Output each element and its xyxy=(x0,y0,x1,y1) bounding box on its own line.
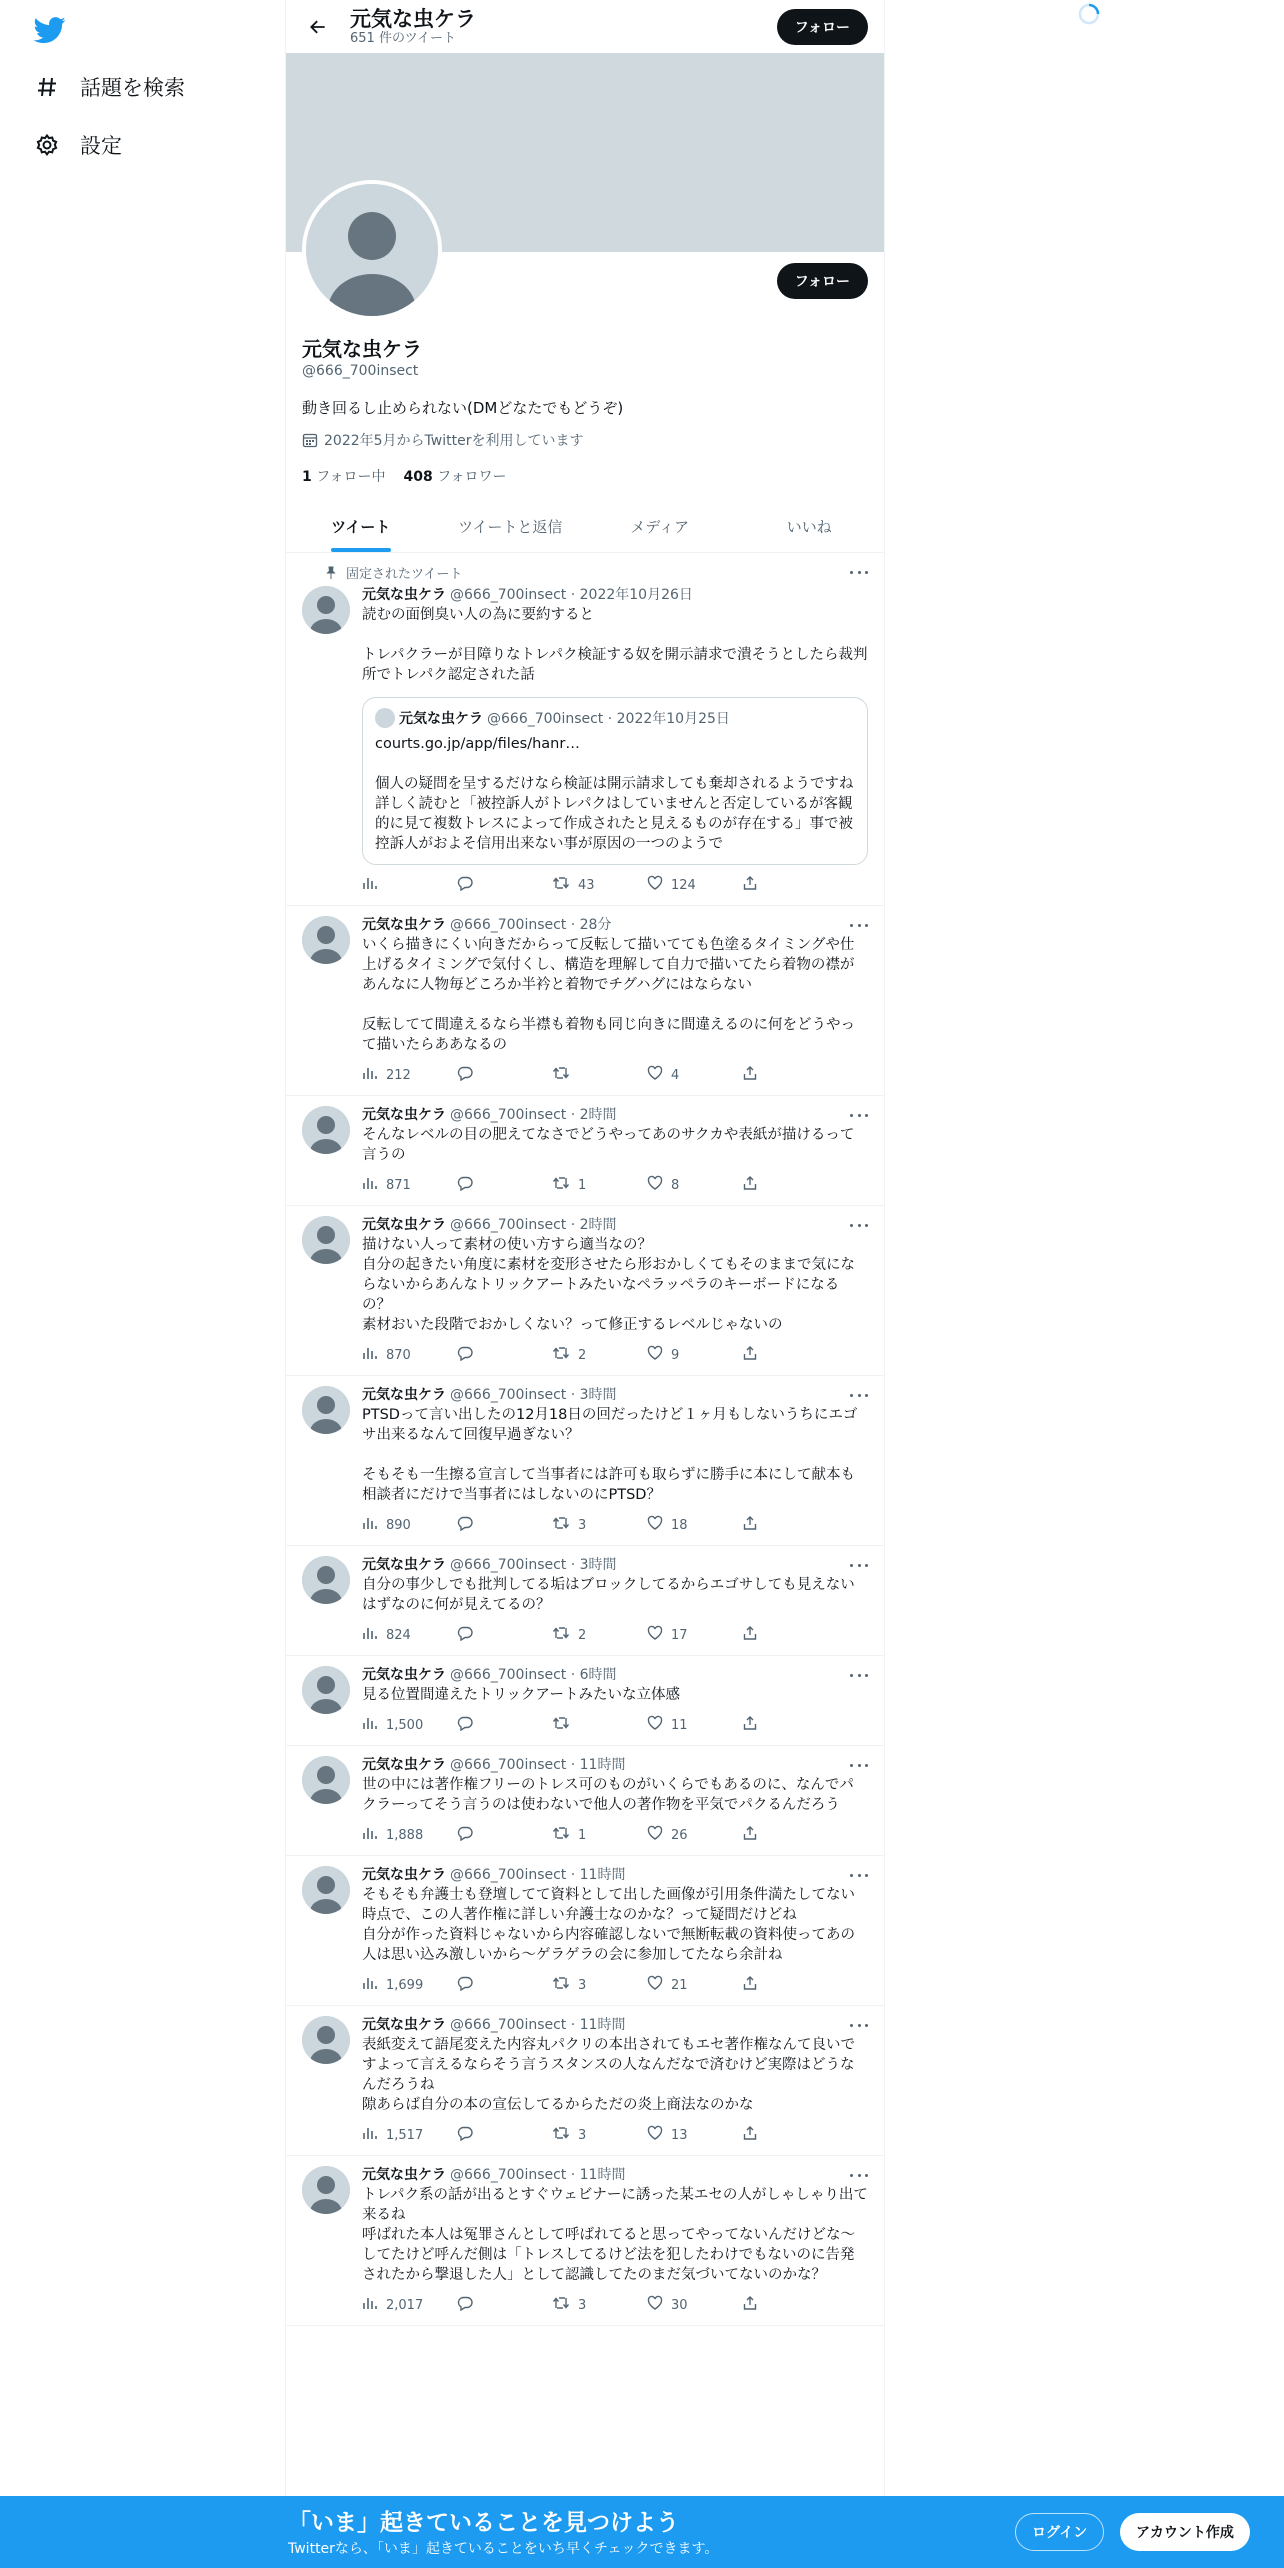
tweet-meta[interactable]: @666_700insect · 3時間 xyxy=(450,1387,617,1403)
profile-tabs xyxy=(286,500,884,553)
retweet-button[interactable] xyxy=(552,1975,647,1995)
more-options-icon[interactable] xyxy=(850,1758,868,1772)
views-count: 2,017 xyxy=(386,2297,424,2313)
retweet-count: 3 xyxy=(578,2297,587,2313)
like-button[interactable] xyxy=(647,1175,742,1195)
views-button[interactable] xyxy=(362,1515,457,1535)
tweet-author-name[interactable]: 元気な虫ケラ xyxy=(362,1217,446,1233)
tab-likes[interactable]: いいね xyxy=(786,517,832,536)
tweet[interactable] xyxy=(286,906,884,1096)
like-button[interactable] xyxy=(647,1345,742,1365)
tab-tweets-and-replies[interactable]: ツイートと返信 xyxy=(458,517,563,536)
tweet-meta[interactable]: @666_700insect · 6時間 xyxy=(450,1667,617,1683)
retweet-icon xyxy=(552,1975,578,1995)
tweet[interactable] xyxy=(286,1856,884,2006)
tweet-author-name[interactable]: 元気な虫ケラ xyxy=(362,1387,446,1403)
retweet-count: 1 xyxy=(578,1827,587,1843)
retweet-icon xyxy=(552,1715,578,1735)
like-icon xyxy=(647,1825,671,1845)
profile-avatar[interactable] xyxy=(302,180,442,320)
reply-icon xyxy=(457,2125,481,2145)
views-icon xyxy=(362,1975,386,1995)
retweet-icon xyxy=(552,1825,578,1845)
views-button[interactable] xyxy=(362,1175,457,1195)
like-count: 26 xyxy=(671,1827,688,1843)
like-count: 9 xyxy=(671,1347,680,1363)
following-link[interactable] xyxy=(302,469,386,485)
tweet-header xyxy=(362,1386,868,1404)
more-options-icon[interactable] xyxy=(850,1108,868,1122)
reply-button[interactable] xyxy=(457,1175,552,1195)
tab-media[interactable]: メディア xyxy=(630,517,690,536)
more-options-icon[interactable] xyxy=(850,565,868,579)
tweet-avatar[interactable] xyxy=(302,1386,350,1434)
share-button[interactable] xyxy=(742,2295,837,2315)
views-icon xyxy=(362,1515,386,1535)
reply-icon xyxy=(457,1345,481,1365)
nav-explore[interactable] xyxy=(34,67,185,107)
header-follow-button[interactable]: フォロー xyxy=(777,9,868,45)
views-icon xyxy=(362,1345,386,1365)
views-icon xyxy=(362,1175,386,1195)
tweet-meta[interactable]: @666_700insect · 11時間 xyxy=(450,1867,626,1883)
like-button[interactable] xyxy=(647,1715,742,1735)
tweet-avatar[interactable] xyxy=(302,1756,350,1804)
retweet-icon xyxy=(552,1345,578,1365)
views-button[interactable] xyxy=(362,1345,457,1365)
reply-icon xyxy=(457,875,481,895)
tweet-author-name[interactable]: 元気な虫ケラ xyxy=(362,1757,446,1773)
more-options-icon[interactable] xyxy=(850,1668,868,1682)
views-button[interactable] xyxy=(362,1975,457,1995)
share-button[interactable] xyxy=(742,875,837,895)
hashtag-icon xyxy=(34,74,60,100)
tweet-author-name[interactable]: 元気な虫ケラ xyxy=(362,1107,446,1123)
views-button[interactable] xyxy=(362,1825,457,1845)
nav-settings-label: 設定 xyxy=(80,134,122,158)
views-icon xyxy=(362,1825,386,1845)
tweet-author-name[interactable]: 元気な虫ケラ xyxy=(362,1667,446,1683)
like-count: 17 xyxy=(671,1627,688,1643)
pinned-label-text: 固定されたツイート xyxy=(346,567,463,582)
tweet-feed xyxy=(286,553,884,2326)
like-count: 30 xyxy=(671,2297,688,2313)
login-button[interactable]: ログイン xyxy=(1015,2513,1104,2551)
quoted-tweet[interactable] xyxy=(362,697,868,865)
like-icon xyxy=(647,1625,671,1645)
retweet-button[interactable] xyxy=(552,1175,647,1195)
tweet-author-name[interactable]: 元気な虫ケラ xyxy=(362,587,446,603)
profile-column xyxy=(285,0,885,2568)
tweet-avatar[interactable] xyxy=(302,2166,350,2214)
views-count: 824 xyxy=(386,1627,411,1643)
profile-joined xyxy=(302,430,870,450)
like-icon xyxy=(647,2125,671,2145)
like-icon xyxy=(647,1515,671,1535)
reply-icon xyxy=(457,1175,481,1195)
tweet-text: いくら描きにくい向きだからって反転して描いてても色塗るタイミングや仕上げるタイミングで気付くし、構造を理解して自力で描いてたら着物の襟があんなに人物毎どころか半衿と着物でチグハグにはならない 反転してて間違えるなら半襟も着物も同じ向きに間違えるのに何をどうやって描いたらああなるの xyxy=(362,937,855,1053)
reply-icon xyxy=(457,1065,481,1085)
like-count: 124 xyxy=(671,877,696,893)
tweet-text: 読むの面倒臭い人の為に要約すると トレパクラーが目障りなトレパク検証する奴を開示請求で潰そうとしたら裁判所でトレパク認定された話 xyxy=(362,607,868,683)
more-options-icon[interactable] xyxy=(850,2168,868,2182)
tweet-avatar[interactable] xyxy=(302,1666,350,1714)
tweet-header xyxy=(362,1216,868,1234)
pinned-label xyxy=(302,563,868,582)
share-icon xyxy=(742,1825,766,1845)
like-icon xyxy=(647,875,671,895)
tweet[interactable] xyxy=(286,2006,884,2156)
back-arrow-icon[interactable] xyxy=(300,9,336,45)
retweet-button[interactable] xyxy=(552,1345,647,1365)
tweet-text: 自分の事少しでも批判してる垢はブロックしてるからエゴサしても見えないはずなのに何が見えてるの？ xyxy=(362,1577,855,1613)
followers-count: 408 xyxy=(403,469,433,485)
retweet-icon xyxy=(552,2295,578,2315)
tweet-header xyxy=(362,1666,868,1684)
views-count: 871 xyxy=(386,1177,411,1193)
like-button[interactable] xyxy=(647,1975,742,1995)
share-button[interactable] xyxy=(742,1175,837,1195)
tweet-header xyxy=(362,1756,868,1774)
tweet-actions xyxy=(362,1715,868,1735)
views-button[interactable] xyxy=(362,1625,457,1645)
tweet-actions xyxy=(362,1515,868,1535)
retweet-button[interactable] xyxy=(552,2295,647,2315)
tweet-avatar[interactable] xyxy=(302,1556,350,1604)
like-count: 21 xyxy=(671,1977,688,1993)
views-count: 1,517 xyxy=(386,2127,424,2143)
tweet-meta[interactable]: @666_700insect · 2時間 xyxy=(450,1217,617,1233)
share-icon xyxy=(742,875,766,895)
share-button[interactable] xyxy=(742,1825,837,1845)
retweet-button[interactable] xyxy=(552,875,647,895)
tweet[interactable] xyxy=(286,1206,884,1376)
tweet-meta[interactable]: @666_700insect · 2022年10月26日 xyxy=(450,587,693,603)
like-count: 4 xyxy=(671,1067,680,1083)
tweet-header xyxy=(362,1106,868,1124)
quoted-meta: @666_700insect · 2022年10月25日 xyxy=(487,711,730,727)
more-options-icon[interactable] xyxy=(850,1388,868,1402)
views-button[interactable] xyxy=(362,2295,457,2315)
tweet-text: そんなレベルの目の肥えてなさでどうやってあのサクカや表紙が描けるって言うの xyxy=(362,1127,855,1163)
tweet-author-name[interactable]: 元気な虫ケラ xyxy=(362,1557,446,1573)
tweet-avatar[interactable] xyxy=(302,586,350,634)
reply-button[interactable] xyxy=(457,2295,552,2315)
share-button[interactable] xyxy=(742,1975,837,1995)
left-nav xyxy=(0,0,285,2568)
like-button[interactable] xyxy=(647,2125,742,2145)
share-button[interactable] xyxy=(742,1515,837,1535)
retweet-icon xyxy=(552,1175,578,1195)
quoted-author-name: 元気な虫ケラ xyxy=(399,711,483,727)
tweet-header xyxy=(362,1866,868,1884)
like-count: 11 xyxy=(671,1717,688,1733)
tweet-meta[interactable]: @666_700insect · 11時間 xyxy=(450,2167,626,2183)
more-options-icon[interactable] xyxy=(850,918,868,932)
share-button[interactable] xyxy=(742,1065,837,1085)
views-icon xyxy=(362,2295,386,2315)
tweet[interactable] xyxy=(286,1096,884,1206)
retweet-count: 2 xyxy=(578,1347,587,1363)
share-icon xyxy=(742,1345,766,1365)
retweet-button[interactable] xyxy=(552,1625,647,1645)
share-icon xyxy=(742,1515,766,1535)
tweet-avatar[interactable] xyxy=(302,1106,350,1154)
retweet-icon xyxy=(552,1625,578,1645)
tweet-actions xyxy=(362,1175,868,1195)
share-icon xyxy=(742,1175,766,1195)
like-icon xyxy=(647,1345,671,1365)
views-button[interactable] xyxy=(362,2125,457,2145)
tweet-actions xyxy=(362,875,868,895)
quoted-avatar xyxy=(375,708,395,728)
tweet-text: 見る位置間違えたトリックアートみたいな立体感 xyxy=(362,1687,680,1703)
retweet-icon xyxy=(552,1065,578,1085)
signup-banner-title: 「いま」起きていることを見つけよう xyxy=(288,2510,679,2536)
like-icon xyxy=(647,1975,671,1995)
tweet-header xyxy=(362,2166,868,2184)
views-icon xyxy=(362,1715,386,1735)
tweet-text: PTSDって言い出したの12月18日の回だったけど１ヶ月もしないうちにエゴサ出来るなんて回復早過ぎない？ そもそも一生擦る宣言して当事者には許可も取らずに勝手に本にして献本も相談者にだけで当事者にはしないのにPTSD？ xyxy=(362,1407,858,1503)
retweet-button[interactable] xyxy=(552,1825,647,1845)
tweet-text: トレパク系の話が出るとすぐウェビナーに誘った某エセの人がしゃしゃり出て来るね 呼ばれた本人は冤罪さんとして呼ばれてると思ってやってないんだけどな〜してたけど呼んだ側は「トレスしてるけど法を犯したわけでもないのに告発されたから撃退した人」として認識してたのまだ気づいてないのかな？ xyxy=(362,2187,868,2283)
views-button[interactable] xyxy=(362,1715,457,1735)
tweet-text: 表紙変えて語尾変えた内容丸パクリの本出されてもエセ著作権なんて良いですよって言えるならそう言うスタンスの人なんだなで済むけど実際はどうなんだろうね 隙あらば自分の本の宣伝してるからただの炎上商法なのかな xyxy=(362,2037,855,2113)
like-icon xyxy=(647,1065,671,1085)
following-count: 1 xyxy=(302,469,312,485)
tweet-avatar[interactable] xyxy=(302,1216,350,1264)
tweet-meta[interactable]: @666_700insect · 28分 xyxy=(450,917,612,933)
tweet-text: 世の中には著作権フリーのトレス可のものがいくらでもあるのに、なんでパクラーってそう言うのは使わないで他人の著作物を平気でパクるんだろう xyxy=(362,1777,854,1813)
gear-icon xyxy=(34,132,60,158)
profile-header-bar xyxy=(286,0,884,53)
twitter-logo-icon[interactable] xyxy=(30,10,70,50)
retweet-icon xyxy=(552,1515,578,1535)
followers-link[interactable] xyxy=(404,469,507,485)
tweet[interactable] xyxy=(286,2156,884,2326)
reply-button[interactable] xyxy=(457,1345,552,1365)
calendar-icon xyxy=(302,432,318,448)
retweet-count: 43 xyxy=(578,877,595,893)
share-button[interactable] xyxy=(742,1345,837,1365)
tweet-header xyxy=(362,2016,868,2034)
tweet[interactable] xyxy=(286,1546,884,1656)
reply-icon xyxy=(457,1715,481,1735)
reply-icon xyxy=(457,2295,481,2315)
retweet-count: 2 xyxy=(578,1627,587,1643)
reply-button[interactable] xyxy=(457,1715,552,1735)
loading-spinner-icon xyxy=(1078,3,1100,25)
reply-button[interactable] xyxy=(457,1515,552,1535)
share-icon xyxy=(742,1975,766,1995)
like-count: 8 xyxy=(671,1177,680,1193)
share-icon xyxy=(742,1625,766,1645)
reply-icon xyxy=(457,1975,481,1995)
retweet-button[interactable] xyxy=(552,1065,647,1085)
views-count: 890 xyxy=(386,1517,411,1533)
retweet-count: 1 xyxy=(578,1177,587,1193)
retweet-button[interactable] xyxy=(552,2125,647,2145)
profile-joined-text: 2022年5月からTwitterを利用しています xyxy=(324,433,584,449)
tweet-header xyxy=(362,916,868,934)
retweet-icon xyxy=(552,2125,578,2145)
share-button[interactable] xyxy=(742,2125,837,2145)
followers-label: フォロワー xyxy=(437,469,507,485)
views-icon xyxy=(362,1065,386,1085)
views-count: 870 xyxy=(386,1347,411,1363)
like-icon xyxy=(647,1715,671,1735)
like-button[interactable] xyxy=(647,1625,742,1645)
retweet-icon xyxy=(552,875,578,895)
reply-button[interactable] xyxy=(457,2125,552,2145)
tweet-meta[interactable]: @666_700insect · 3時間 xyxy=(450,1557,617,1573)
tweet-avatar[interactable] xyxy=(302,1866,350,1914)
signup-button[interactable]: アカウント作成 xyxy=(1120,2513,1250,2551)
tweet-text: 描けない人って素材の使い方すら適当なの？ 自分の起きたい角度に素材を変形させたら形おかしくてもそのままで気にならないからあんなトリックアートみたいなペラッペラのキーボードになるの？ 素材おいた段階でおかしくない？って修正するレベルじゃないの xyxy=(362,1237,855,1333)
like-button[interactable] xyxy=(647,875,742,895)
reply-button[interactable] xyxy=(457,1975,552,1995)
reply-button[interactable] xyxy=(457,1825,552,1845)
views-icon xyxy=(362,1625,386,1645)
share-icon xyxy=(742,2125,766,2145)
more-options-icon[interactable] xyxy=(850,1218,868,1232)
tweet-actions xyxy=(362,1065,868,1085)
more-options-icon[interactable] xyxy=(850,1558,868,1572)
share-icon xyxy=(742,1065,766,1085)
share-button[interactable] xyxy=(742,1715,837,1735)
views-count: 212 xyxy=(386,1067,411,1083)
retweet-count: 3 xyxy=(578,2127,587,2143)
profile-follow-stats xyxy=(302,466,870,486)
following-label: フォロー中 xyxy=(316,469,386,485)
retweet-count: 3 xyxy=(578,1977,587,1993)
profile-name: 元気な虫ケラ xyxy=(302,337,422,361)
like-button[interactable] xyxy=(647,2295,742,2315)
like-icon xyxy=(647,2295,671,2315)
reply-icon xyxy=(457,1515,481,1535)
like-button[interactable] xyxy=(647,1825,742,1845)
tweet-actions xyxy=(362,1975,868,1995)
nav-explore-label: 話題を検索 xyxy=(80,76,185,100)
tweet-actions xyxy=(362,2295,868,2315)
pin-icon xyxy=(324,566,338,580)
views-count: 1,500 xyxy=(386,1717,424,1733)
like-count: 13 xyxy=(671,2127,688,2143)
tweet-avatar[interactable] xyxy=(302,916,350,964)
reply-button[interactable] xyxy=(457,1625,552,1645)
retweet-button[interactable] xyxy=(552,1515,647,1535)
signup-banner-subtitle: Twitterなら、「いま」起きていることをいち早くチェックできます。 xyxy=(288,2541,719,2557)
tweet-header xyxy=(362,1556,868,1574)
views-button[interactable] xyxy=(362,875,457,895)
tweet-author-name[interactable]: 元気な虫ケラ xyxy=(362,917,446,933)
tweet[interactable] xyxy=(286,1746,884,1856)
tab-tweets[interactable]: ツイート xyxy=(286,500,436,552)
signup-banner xyxy=(0,2496,1284,2568)
views-icon xyxy=(362,2125,386,2145)
nav-settings[interactable] xyxy=(34,125,122,165)
views-count: 1,699 xyxy=(386,1977,424,1993)
share-icon xyxy=(742,1715,766,1735)
tweet-meta[interactable]: @666_700insect · 2時間 xyxy=(450,1107,617,1123)
profile-handle: @666_700insect xyxy=(302,363,419,379)
tweet[interactable] xyxy=(286,1656,884,1746)
tweet[interactable] xyxy=(286,1376,884,1546)
tweet-actions xyxy=(362,1825,868,1845)
more-options-icon[interactable] xyxy=(850,1868,868,1882)
retweet-count: 3 xyxy=(578,1517,587,1533)
like-icon xyxy=(647,1175,671,1195)
more-options-icon[interactable] xyxy=(850,2018,868,2032)
tweet-author-name[interactable]: 元気な虫ケラ xyxy=(362,2017,446,2033)
share-icon xyxy=(742,2295,766,2315)
quoted-text: courts.go.jp/app/files/hanr… 個人の疑問を呈するだけなら検証は開示請求しても棄却されるようですね 詳しく読むと「被控訴人がトレパクはしていませんと否定しているが客観的に見て複数トレスによって作成されたと見えるものが存在する」事で被控訴人がおよそ信用出来ない事が原因の一つのようで xyxy=(375,736,854,852)
tweet-actions xyxy=(362,1345,868,1365)
tweet-text: そもそも弁護士も登壇してて資料として出した画像が引用条件満たしてない時点で、この人著作権に詳しい弁護士なのかな？って疑問だけどね 自分が作った資料じゃないから内容確認しないで無断転載の資料使ってあの人は思い込み激しいから〜ゲラゲラの会に参加してたなら余計ね xyxy=(362,1887,855,1963)
profile-info xyxy=(302,336,870,486)
header-tweet-count: 651 件のツイート xyxy=(350,31,457,46)
profile-follow-button[interactable]: フォロー xyxy=(777,263,868,299)
reply-button[interactable] xyxy=(457,1065,552,1085)
reply-icon xyxy=(457,1625,481,1645)
tweet-meta[interactable]: @666_700insect · 11時間 xyxy=(450,2017,626,2033)
tweet-actions xyxy=(362,1625,868,1645)
retweet-button[interactable] xyxy=(552,1715,647,1735)
views-count: 1,888 xyxy=(386,1827,424,1843)
reply-icon xyxy=(457,1825,481,1845)
header-name: 元気な虫ケラ xyxy=(350,7,476,31)
tweet-header xyxy=(362,586,868,604)
tweet-author-name[interactable]: 元気な虫ケラ xyxy=(362,1867,446,1883)
views-icon xyxy=(362,875,386,895)
reply-button[interactable] xyxy=(457,875,552,895)
views-button[interactable] xyxy=(362,1065,457,1085)
tweet-meta[interactable]: @666_700insect · 11時間 xyxy=(450,1757,626,1773)
profile-bio: 動き回るし止められない(DMどなたでもどうぞ) xyxy=(302,399,624,417)
like-count: 18 xyxy=(671,1517,688,1533)
like-button[interactable] xyxy=(647,1515,742,1535)
tweet-avatar[interactable] xyxy=(302,2016,350,2064)
tweet-actions xyxy=(362,2125,868,2145)
pinned-tweet[interactable] xyxy=(286,553,884,906)
like-button[interactable] xyxy=(647,1065,742,1085)
tweet-author-name[interactable]: 元気な虫ケラ xyxy=(362,2167,446,2183)
share-button[interactable] xyxy=(742,1625,837,1645)
